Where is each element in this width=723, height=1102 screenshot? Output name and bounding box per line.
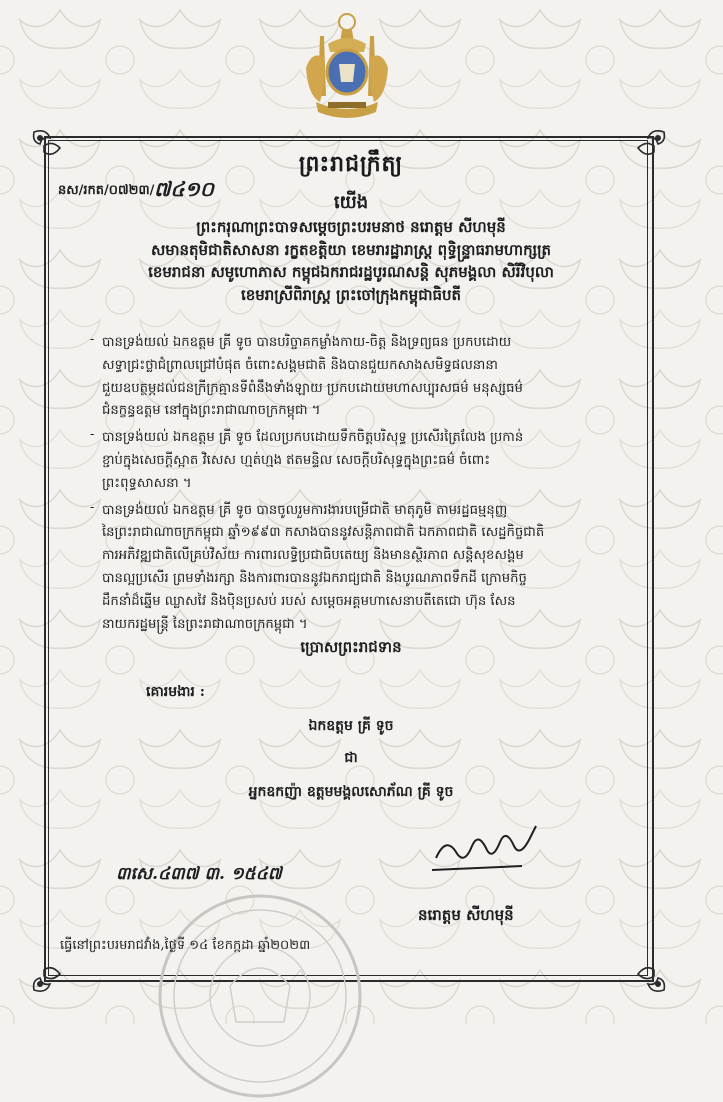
bullet-line: នៃព្រះរាជាណាចក្រកម្ពុជា ឆ្នាំ១៩៩៣ កសាងបាននូវសន្តិភាពជាតិ ឯកភាពជាតិ សេដ្ឋកិច្ចជាតិ [102, 525, 545, 541]
bullet-line: នាយករដ្ឋមន្ត្រី នៃព្រះរាជាណាចក្រកម្ពុជា ។ [102, 616, 308, 632]
royal-emblem [298, 10, 396, 126]
corner-ornament-icon [634, 960, 668, 994]
royal-signature [426, 818, 546, 878]
bullet-line: ជំនក្ខន្ធឧត្តម នៅក្នុងព្រះរាជាណាចក្រកម្ពុជា ។ [102, 403, 321, 419]
bullet-paragraph [90, 499, 654, 637]
signer-name: នរោត្តម សីហមុនី [418, 906, 514, 924]
king-title-line: ព្រះករុណាព្រះបាទសម្តេចព្រះបរមនាថ នរោត្តម សីហមុនី [196, 218, 506, 236]
reference-number-handwritten: ៧៤១០ [154, 177, 214, 201]
bullet-line: បានល្អប្រសើរ ព្រមទាំងរក្សា និងការពារបាននូវឯករាជ្យជាតិ និងបូរណភាពទឹកដី ក្រោមកិច្ច [102, 570, 527, 586]
bullet-line: ជួយឧបត្ថម្ភដល់ជនក្រីក្រគ្មានទីពំនឹងទាំងឡាយ ប្រកបដោយមហាសប្បុរសធម៌ មនុស្សធម៌ [102, 380, 523, 396]
bullet-paragraph [90, 427, 654, 495]
embossed-seal [154, 890, 366, 1102]
recipient-name: ឯកឧត្តម គ្រី ទូច [308, 718, 394, 734]
honor-label: គោរមងារ : [146, 684, 205, 700]
bullet-line: សទ្ធាជ្រះថ្លាជំព្រាលជ្រៅបំផុត ចំពោះសង្គមជាតិ និងបានជួយកសាងសមិទ្ធផលនានា [102, 357, 498, 373]
decree-close-heading: ប្រោសព្រះរាជទាន [300, 638, 402, 656]
bullet-line: បានទ្រង់យល់ ឯកឧត្តម គ្រី ទូច បានចូលរួមការងារបម្រើជាតិ មាតុភូមិ តាមរដ្ឋធម្មនុញ្ញ [102, 502, 508, 518]
decree-bullets [90, 332, 654, 640]
yeung-heading: យើង [333, 192, 369, 213]
king-title-line: ខេមរាជនា សមូហោភាស កម្ពុជឯករាជរដ្ឋបូរណសន្តិ សុភមង្គលា សិរីវិបុលា [148, 263, 554, 281]
corner-ornament-icon [30, 960, 64, 994]
bullet-dash: - [90, 427, 95, 443]
king-title-line: ខេមរាស្រីពិរាស្ត្រ ព្រះចៅក្រុងកម្ពុជាធិបតី [240, 285, 462, 304]
decree-content [56, 150, 646, 960]
bullet-dash: - [90, 499, 95, 515]
bullet-line: ខ្ជាប់ក្នុងសេចក្តីស្អាត វិសេស ហ្មត់ហ្មង ឥតមន្ទិល សេចក្តីបរិសុទ្ធក្នុងព្រះធម៌ ចំពោះ [102, 452, 491, 468]
awarded-title: អ្នកឧកញ៉ា ឧត្តមមង្គលសោភ័ណ គ្រី ទូច [248, 784, 454, 800]
bullet-line: ព្រះពុទ្ធសាសនា ។ [102, 475, 192, 491]
king-title-line: សមានតុមិជាតិសាសនា រក្ខតខត្តិយា ខេមរារដ្ឋារាស្ត្រ ពុទ្ធិន្ទ្រាធរាមហាក្សត្រ [150, 240, 552, 259]
conjunction-text: ជា [344, 750, 358, 766]
bullet-line: ការអភិវឌ្ឍជាតិលើគ្រប់វិស័យ ការពារលទ្ធិប្រជាធិបតេយ្យ និងមានស្ថិរភាព សន្តិសុខសង្គម [102, 548, 524, 564]
reference-number: នស/រកត/០៧២៣/ [58, 183, 155, 198]
bullet-dash: - [90, 332, 95, 347]
lunar-date-handwritten: ៣សេ.៤៣៧ ៣. ១៥៤៧ [116, 864, 282, 884]
place-and-date: ធ្វើនៅព្រះបរមរាជវាំង,ថ្ងៃទី ១៤ ខែកក្កដា ឆ្នាំ២០២៣ [60, 938, 311, 953]
bullet-paragraph [90, 332, 654, 423]
king-titles [56, 216, 646, 306]
bullet-line: បានទ្រង់យល់ ឯកឧត្តម គ្រី ទូច ដែលប្រកបដោយទឹកចិត្តបរិសុទ្ធ ប្រសើរត្រៃលែង ប្រកាន់ [102, 430, 524, 446]
bullet-line: បានទ្រង់យល់ ឯកឧត្តម គ្រី ទូច បានបរិច្ចាគកម្លាំងកាយ-ចិត្ត និងទ្រព្យធន ប្រកបដោយ [102, 335, 512, 350]
decree-title: ព្រះរាជក្រឹត្យ [298, 151, 404, 177]
bullet-line: ដឹកនាំដ៏ឆ្នើម ឈ្លាសវៃ និងប៉ិនប្រសប់ របស់ សម្តេចអគ្គមហាសេនាបតីតេជោ ហ៊ុន សែន [102, 593, 516, 609]
